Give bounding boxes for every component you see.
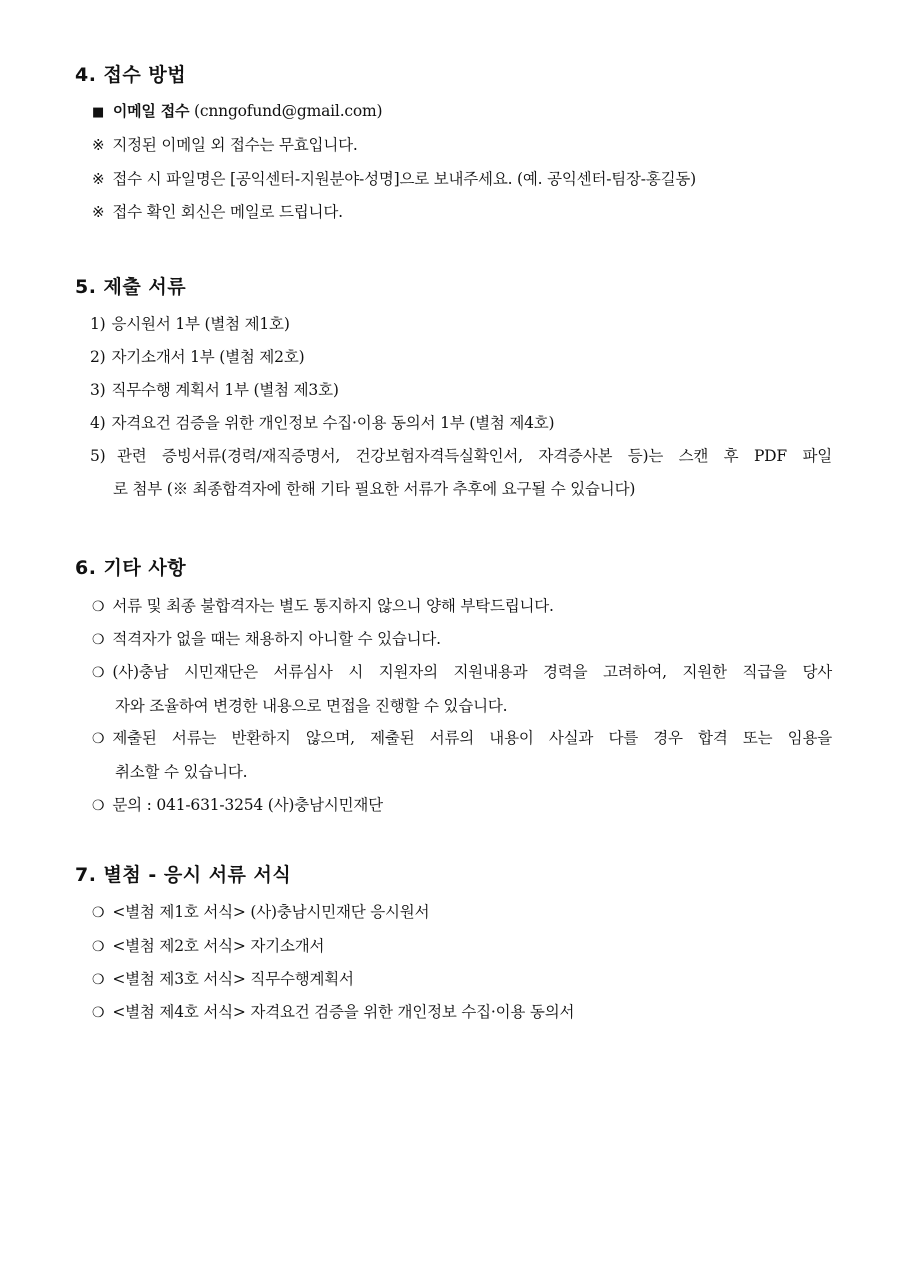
circle-bullet-icon: ❍ [92,905,105,921]
list-item [92,936,324,957]
circle-bullet-icon: ❍ [92,972,105,988]
list-item [92,722,832,789]
list-item [92,656,832,723]
circle-bullet-icon: ❍ [92,939,105,955]
item-text: 제출된 서류는 반환하지 않으며, 제출된 서류의 내용이 사실과 다를 경우 합격 또는 임용을 [112,729,832,747]
item-text: 적격자가 없을 때는 채용하지 아니할 수 있습니다. [112,630,441,648]
list-item [92,596,554,617]
list-item [92,1002,574,1023]
item-first-line [90,440,832,473]
section-4-heading: 4. 접수 방법 [75,64,187,86]
list-item [90,347,304,367]
item-number: 5) [90,447,106,465]
circle-bullet-icon: ❍ [92,632,105,648]
note-text: 접수 확인 회신은 메일로 드립니다. [112,203,343,221]
item-first-line [92,656,832,690]
list-item [92,902,429,923]
section-5-heading: 5. 제출 서류 [75,276,187,298]
item-text: (사)충남 시민재단은 서류심사 시 지원자의 지원내용과 경력을 고려하여, 지원한 직급을 당사 [112,663,832,681]
item-number: 4) [90,414,106,432]
list-item [90,380,339,400]
item-text: <별첨 제2호 서식> 자기소개서 [112,937,325,955]
item-text: <별첨 제4호 서식> 자격요건 검증을 위한 개인정보 수집·이용 동의서 [112,1003,575,1021]
section-7-heading: 7. 별첨 - 응시 서류 서식 [75,864,292,886]
item-number: 3) [90,381,106,399]
item-text: 직무수행 계획서 1부 (별첨 제3호) [111,381,339,399]
circle-bullet-icon: ❍ [92,798,105,814]
note-item [92,202,343,222]
email-value: (cnngofund@gmail.com) [194,102,383,120]
square-bullet-icon: ■ [92,105,105,120]
item-text: 관련 증빙서류(경력/재직증명서, 건강보험자격득실확인서, 자격증사본 등)는 스캔 후 PDF 파일 [117,447,832,465]
note-text: 접수 시 파일명은 [공익센터-지원분야-성명]으로 보내주세요. (예. 공익센터-팀장-홍길동) [112,170,697,188]
item-first-line [92,722,832,756]
note-item [92,169,696,189]
list-item [92,629,441,650]
item-text: 문의 : 041-631-3254 (사)충남시민재단 [112,796,383,814]
circle-bullet-icon: ❍ [92,599,105,615]
circle-bullet-icon: ❍ [92,731,105,747]
item-continuation: 로 첨부 (※ 최종합격자에 한해 기타 필요한 서류가 추후에 요구될 수 있습니다) [113,480,636,498]
list-item [92,969,354,990]
list-item [92,795,383,816]
note-text: 지정된 이메일 외 접수는 무효입니다. [112,136,358,154]
list-item [90,413,554,433]
note-item [92,135,358,155]
list-item [90,314,290,334]
circle-bullet-icon: ❍ [92,1005,105,1021]
circle-bullet-icon: ❍ [92,665,105,681]
item-continuation: 취소할 수 있습니다. [115,763,248,781]
item-text: 서류 및 최종 불합격자는 별도 통지하지 않으니 양해 부탁드립니다. [112,597,554,615]
item-text: <별첨 제3호 서식> 직무수행계획서 [112,970,354,988]
reference-mark-icon: ※ [92,170,105,188]
list-item [90,440,832,506]
item-number: 1) [90,315,106,333]
email-label: 이메일 접수 [112,102,190,120]
item-text: 응시원서 1부 (별첨 제1호) [111,315,290,333]
email-submission-line [92,101,382,123]
item-continuation: 자와 조율하여 변경한 내용으로 면접을 진행할 수 있습니다. [115,697,508,715]
item-number: 2) [90,348,106,366]
section-6-heading: 6. 기타 사항 [75,557,187,579]
reference-mark-icon: ※ [92,203,105,221]
item-text: 자격요건 검증을 위한 개인정보 수집·이용 동의서 1부 (별첨 제4호) [111,414,555,432]
item-text: <별첨 제1호 서식> (사)충남시민재단 응시원서 [112,903,430,921]
item-text: 자기소개서 1부 (별첨 제2호) [111,348,305,366]
reference-mark-icon: ※ [92,136,105,154]
